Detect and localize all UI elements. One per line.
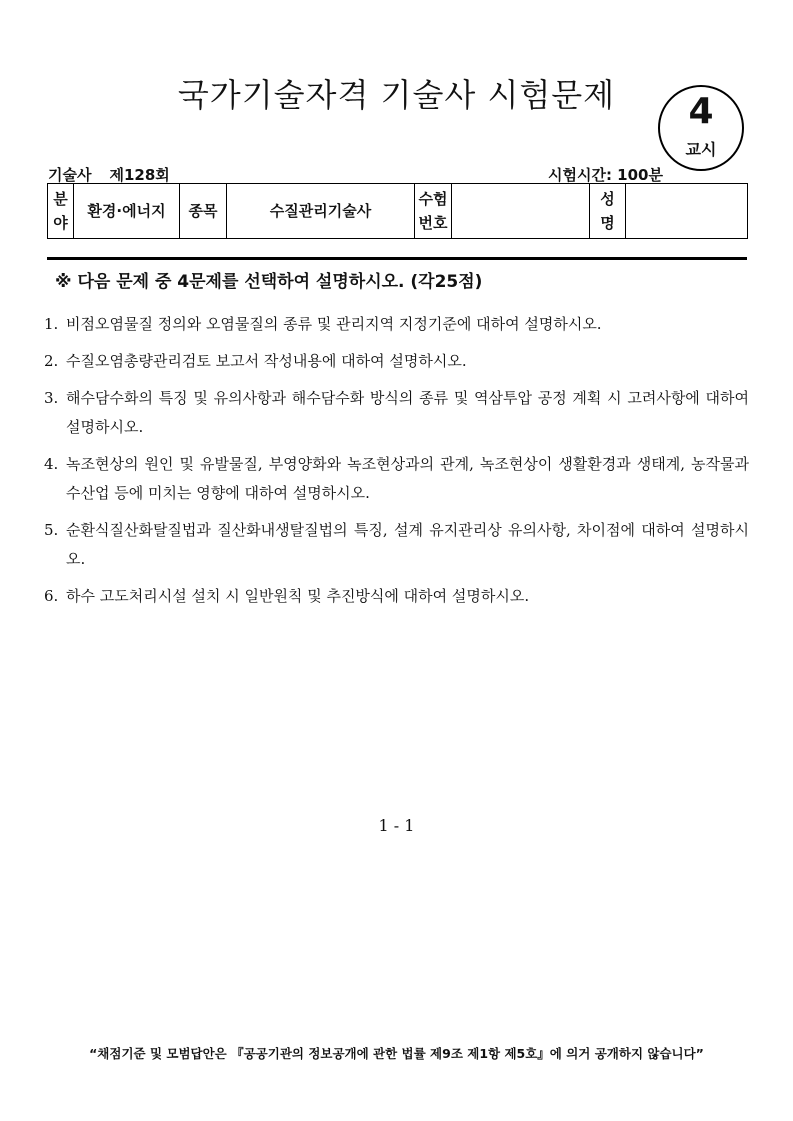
exam-number-label-2: 번호 xyxy=(418,214,448,232)
question-item xyxy=(44,450,749,508)
question-text: 수질오염총량관리검토 보고서 작성내용에 대하여 설명하시오. xyxy=(66,352,467,370)
exam-time: 시험시간: 100분 xyxy=(548,166,663,184)
session-label: 교시 xyxy=(685,140,717,159)
question-item xyxy=(44,582,749,611)
exam-info xyxy=(48,164,170,185)
exam-header-table xyxy=(47,183,748,239)
exam-title: 국가기술자격 기술사 시험문제 xyxy=(177,76,616,114)
question-number: 3. xyxy=(44,389,59,407)
field-value: 환경·에너지 xyxy=(74,184,180,239)
question-number: 1. xyxy=(44,315,59,333)
question-text: 하수 고도처리시설 설치 시 일반원칙 및 추진방식에 대하여 설명하시오. xyxy=(66,587,530,605)
subject-label: 종목 xyxy=(180,184,227,239)
session-badge xyxy=(658,85,744,171)
exam-category: 기술사 xyxy=(48,166,92,184)
question-text: 비점오염물질 정의와 오염물질의 종류 및 관리지역 지정기준에 대하여 설명하시오. xyxy=(66,315,602,333)
question-number: 2. xyxy=(44,352,59,370)
question-item xyxy=(44,310,749,339)
session-number: 4 xyxy=(688,91,714,132)
instruction: ※ 다음 문제 중 4문제를 선택하여 설명하시오. (각25점) xyxy=(55,272,483,292)
question-list xyxy=(44,310,749,619)
divider xyxy=(47,257,747,260)
exam-number-field[interactable] xyxy=(452,184,590,239)
question-number: 5. xyxy=(44,521,59,539)
field-label-cell xyxy=(48,184,74,239)
page-number: 1 - 1 xyxy=(378,816,415,835)
exam-round: 제128회 xyxy=(109,166,170,184)
name-field[interactable] xyxy=(626,184,748,239)
question-text: 해수담수화의 특징 및 유의사항과 해수담수화 방식의 종류 및 역삼투압 공정 계획 시 고려사항에 대하여 설명하시오. xyxy=(66,389,749,436)
footer-notice: “채점기준 및 모범답안은 『공공기관의 정보공개에 관한 법률 제9조 제1항 제5호』에 의거 공개하지 않습니다” xyxy=(89,1046,704,1061)
name-label-cell xyxy=(590,184,626,239)
question-number: 4. xyxy=(44,455,59,473)
question-item xyxy=(44,347,749,376)
name-label-2: 명 xyxy=(600,214,615,232)
question-item xyxy=(44,384,749,442)
question-text: 녹조현상의 원인 및 유발물질, 부영양화와 녹조현상과의 관계, 녹조현상이 생활환경과 생태계, 농작물과 수산업 등에 미치는 영향에 대하여 설명하시오. xyxy=(66,455,749,502)
name-label-1: 성 xyxy=(600,190,615,208)
exam-number-label-1: 수험 xyxy=(418,190,448,208)
field-label-2: 야 xyxy=(53,214,68,232)
question-number: 6. xyxy=(44,587,59,605)
exam-number-label-cell xyxy=(415,184,452,239)
field-label-1: 분 xyxy=(53,190,68,208)
question-text: 순환식질산화탈질법과 질산화내생탈질법의 특징, 설계 유지관리상 유의사항, 차이점에 대하여 설명하시오. xyxy=(66,521,749,568)
subject-value: 수질관리기술사 xyxy=(227,184,415,239)
question-item xyxy=(44,516,749,574)
